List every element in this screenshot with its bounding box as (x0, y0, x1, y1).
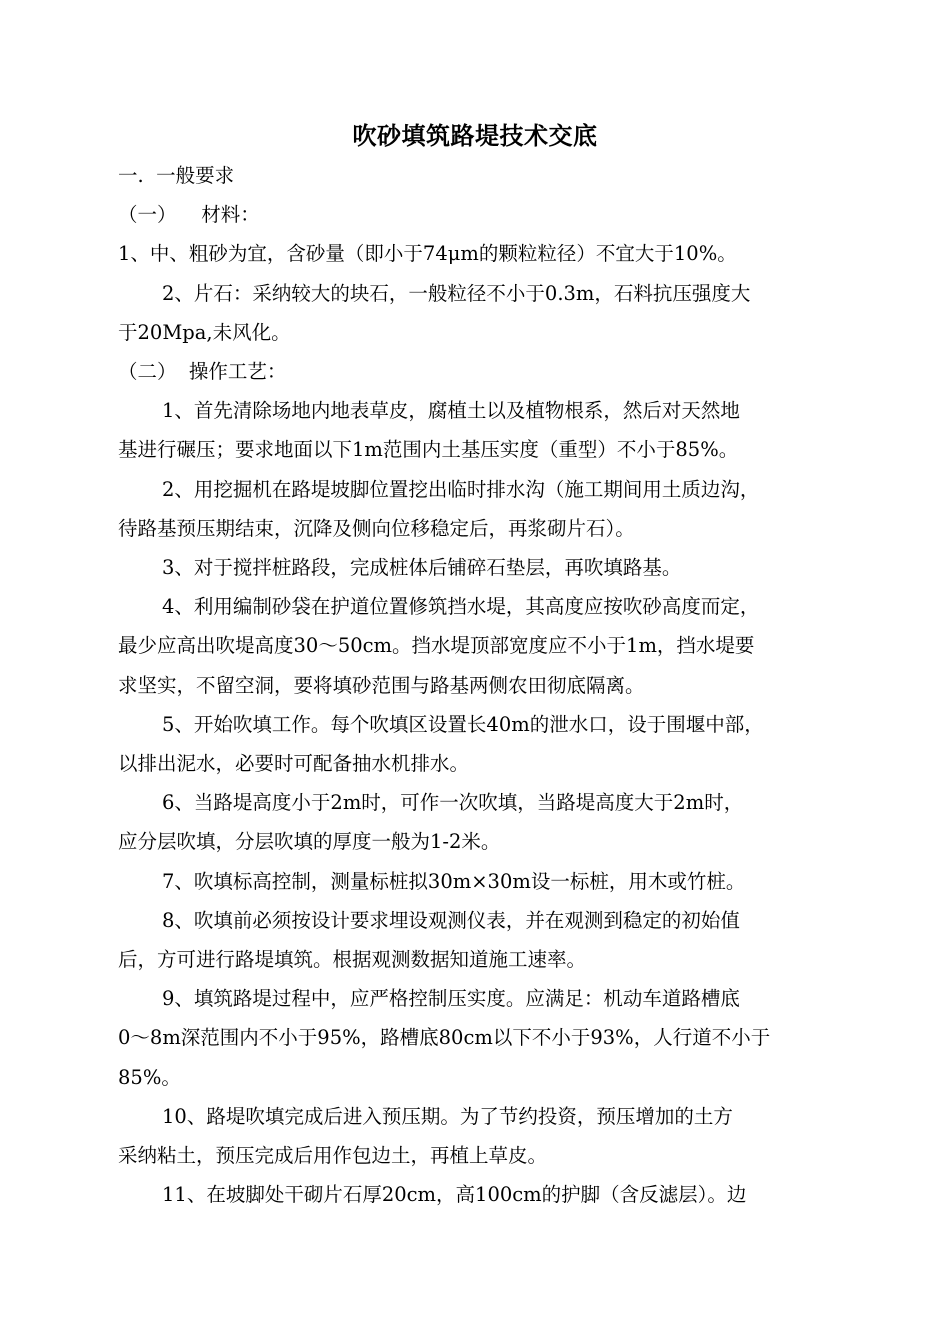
text-line: 0～8m深范围内不小于95%，路槽底80cm以下不小于93%，人行道不小于 (118, 1026, 771, 1050)
text-line: 4、利用编制砂袋在护道位置修筑挡水堤，其高度应按吹砂高度而定， (162, 595, 760, 619)
text-line: 最少应高出吹堤高度30～50cm。挡水堤顶部宽度应不小于1m，挡水堤要 (118, 634, 755, 658)
text-line: 1、首先清除场地内地表草皮，腐植土以及植物根系，然后对天然地 (162, 399, 740, 423)
text-line: 7、吹填标高控制，测量标桩拟30m×30m设一标桩，用木或竹桩。 (162, 869, 746, 893)
text-line: 10、路堤吹填完成后进入预压期。为了节约投资，预压增加的土方 (162, 1104, 733, 1128)
text-line: 求坚实，不留空洞，要将填砂范围与路基两侧农田彻底隔离。 (118, 673, 645, 697)
text-line: 85%。 (118, 1065, 181, 1089)
text-line: 5、开始吹填工作。每个吹填区设置长40m的泄水口，设于围堰中部， (162, 712, 764, 736)
text-line: 应分层吹填，分层吹填的厚度一般为1-2米。 (118, 830, 501, 854)
text-line: 后，方可进行路堤填筑。根据观测数据知道施工速率。 (118, 948, 587, 972)
text-line: （一） 材料： (118, 203, 260, 227)
text-line: 以排出泥水，必要时可配备抽水机排水。 (118, 752, 470, 776)
text-line: （二） 操作工艺： (118, 360, 287, 384)
text-line: 9、填筑路堤过程中，应严格控制压实度。应满足：机动车道路槽底 (162, 987, 740, 1011)
document-body (118, 156, 834, 1214)
document-title: 吹砂填筑路堤技术交底 (352, 121, 598, 150)
text-line: 于20Mpa,未风化。 (118, 320, 291, 344)
text-line: 1、中、粗砂为宜，含砂量（即小于74μm的颗粒粒径）不宜大于10%。 (118, 242, 737, 266)
text-line: 11、在坡脚处干砌片石厚20cm，高100cm的护脚（含反滤层）。边 (162, 1183, 747, 1207)
text-line: 2、片石：采纳较大的块石，一般粒径不小于0.3m，石料抗压强度大 (162, 281, 751, 305)
text-line: 2、用挖掘机在路堤坡脚位置挖出临时排水沟（施工期间用土质边沟， (162, 477, 760, 501)
text-line: 6、当路堤高度小于2m时，可作一次吹填，当路堤高度大于2m时， (162, 791, 744, 815)
text-line: 8、吹填前必须按设计要求埋设观测仪表，并在观测到稳定的初始值 (162, 908, 740, 932)
text-line: 基进行碾压；要求地面以下1m范围内土基压实度（重型）不小于85%。 (118, 438, 739, 462)
text-line: 采纳粘土，预压完成后用作包边土，再植上草皮。 (118, 1144, 548, 1168)
text-line: 一. 一般要求 (118, 164, 235, 187)
text-line: 3、对于搅拌桩路段，完成桩体后铺碎石垫层，再吹填路基。 (162, 556, 682, 580)
text-line: 待路基预压期结束，沉降及侧向位移稳定后，再浆砌片石）。 (118, 516, 635, 540)
